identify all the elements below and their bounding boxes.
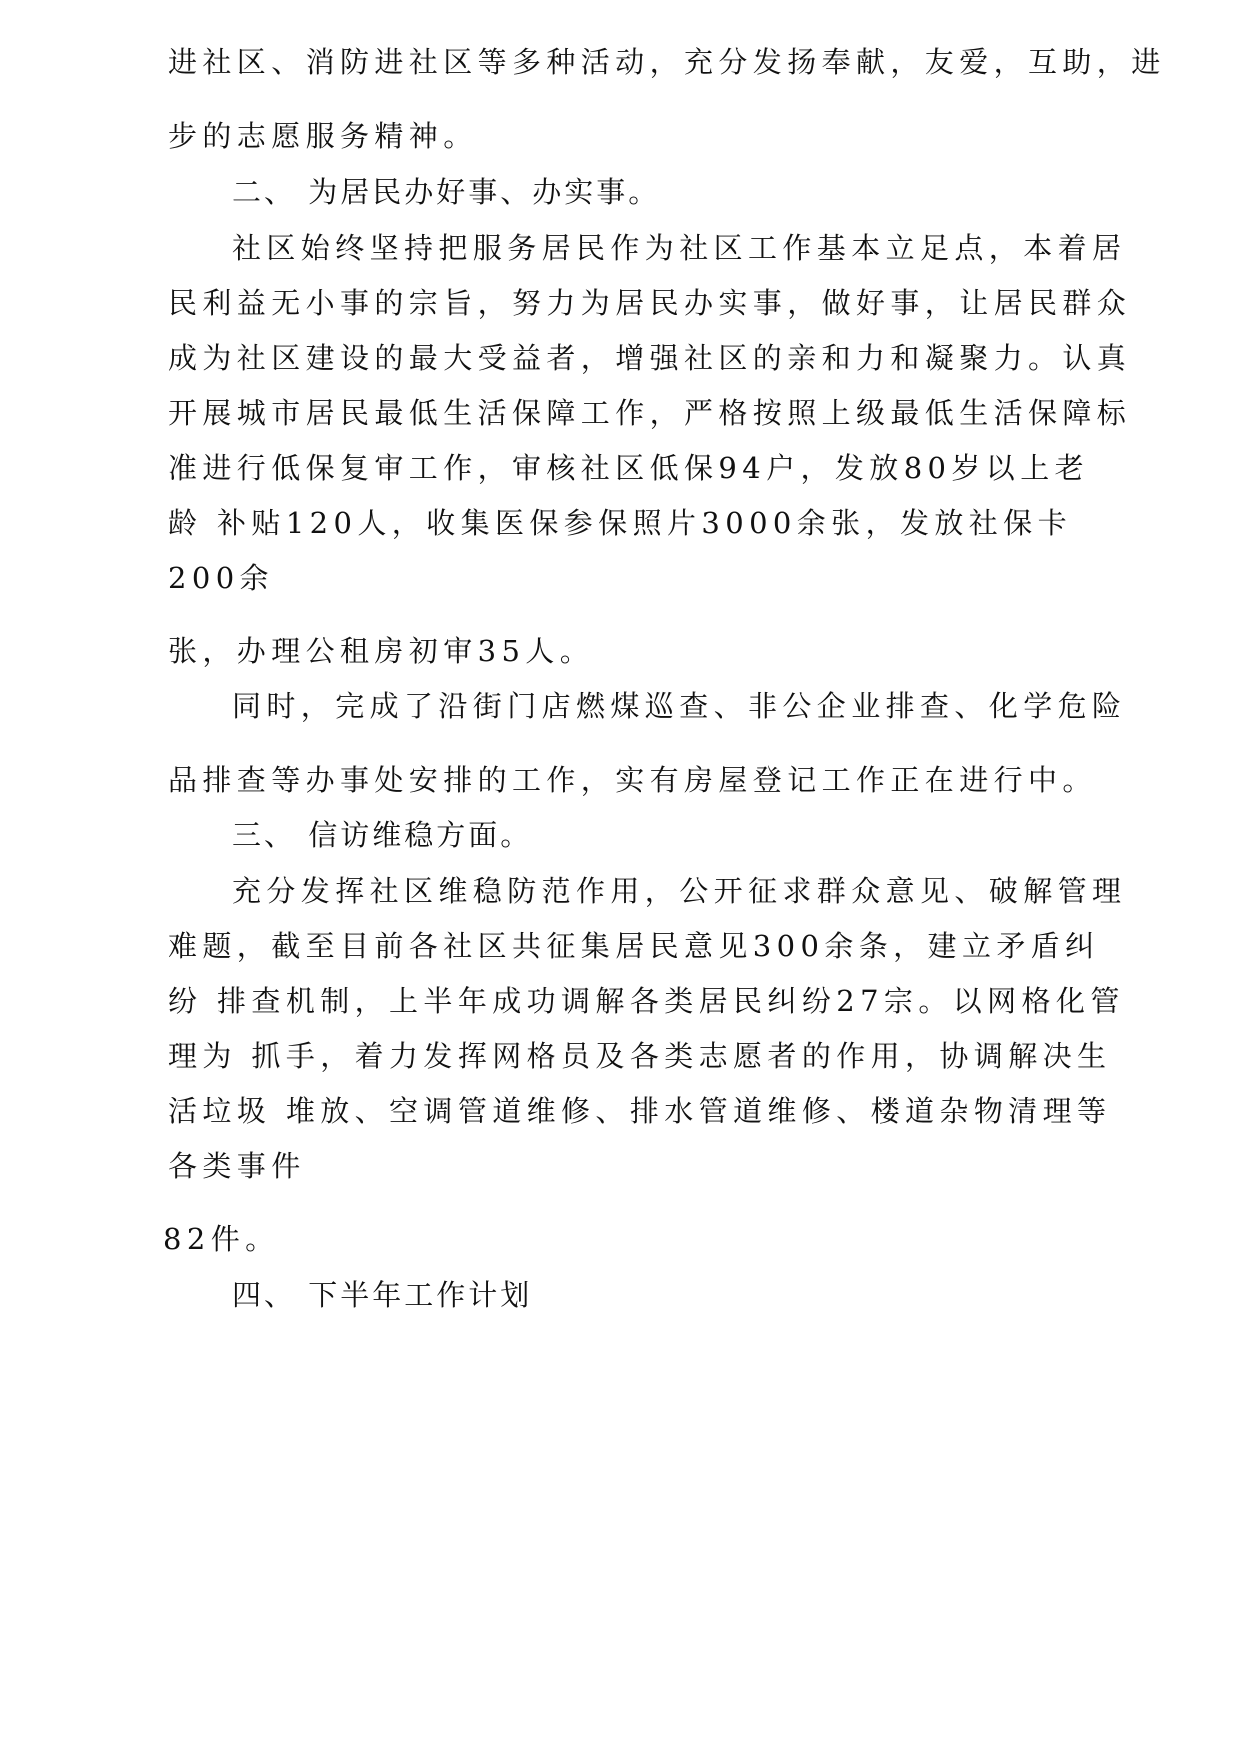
paragraph-line: 同时，完成了沿街门店燃煤巡查、非公企业排查、化学危险: [232, 689, 1127, 723]
paragraph-line: 张，办理公租房初审35人。: [168, 634, 595, 668]
section-heading: 四、 下半年工作计划: [232, 1278, 533, 1312]
paragraph-line: 龄 补贴120人，收集医保参保照片3000余张，发放社保卡: [168, 506, 1072, 540]
paragraph-line: 进社区、消防进社区等多种活动，充分发扬奉献，友爱，互助，进: [168, 45, 1166, 79]
paragraph-line: 82件。: [163, 1222, 280, 1256]
paragraph-line: 活垃圾 堆放、空调管道维修、排水管道维修、楼道杂物清理等: [168, 1094, 1112, 1128]
section-heading: 二、 为居民办好事、办实事。: [232, 175, 661, 209]
paragraph-line: 200余: [168, 561, 274, 595]
paragraph-line: 准进行低保复审工作，审核社区低保94户，发放80岁以上老: [168, 451, 1090, 485]
paragraph-line: 理为 抓手，着力发挥网格员及各类志愿者的作用，协调解决生: [168, 1039, 1112, 1073]
paragraph-line: 纷 排查机制，上半年成功调解各类居民纠纷27宗。以网格化管: [168, 984, 1125, 1018]
paragraph-line: 成为社区建设的最大受益者，增强社区的亲和力和凝聚力。认真: [168, 341, 1132, 375]
paragraph-line: 充分发挥社区维稳防范作用，公开征求群众意见、破解管理: [232, 874, 1127, 908]
paragraph-line: 社区始终坚持把服务居民作为社区工作基本立足点，本着居: [232, 231, 1127, 265]
section-heading: 三、 信访维稳方面。: [232, 818, 533, 852]
paragraph-line: 各类事件: [168, 1149, 306, 1183]
paragraph-line: 难题，截至目前各社区共征集居民意见300余条，建立矛盾纠: [168, 929, 1100, 963]
paragraph-line: 步的志愿服务精神。: [168, 119, 478, 153]
paragraph-line: 品排查等办事处安排的工作，实有房屋登记工作正在进行中。: [168, 763, 1097, 797]
paragraph-line: 开展城市居民最低生活保障工作，严格按照上级最低生活保障标: [168, 396, 1132, 430]
paragraph-line: 民利益无小事的宗旨，努力为居民办实事，做好事，让居民群众: [168, 286, 1132, 320]
